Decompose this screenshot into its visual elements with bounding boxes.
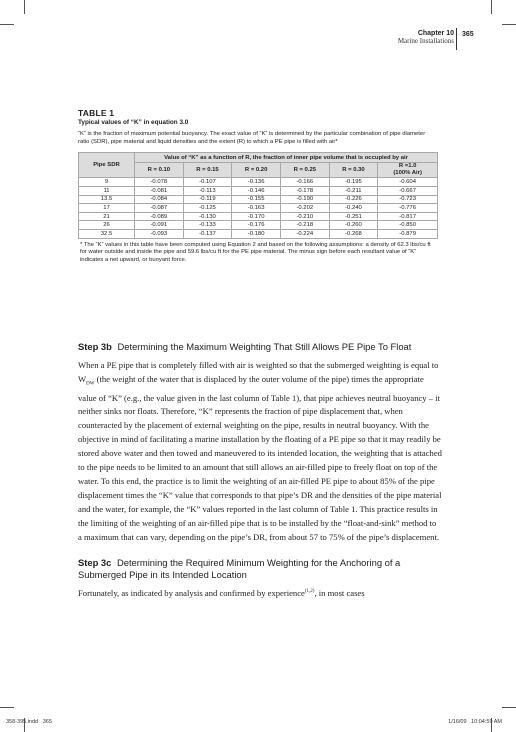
column-header: R = 0.15 [183, 163, 232, 178]
table-cell: -0.604 [378, 178, 438, 187]
table-cell: -0.195 [329, 178, 378, 187]
row-header: Pipe SDR [79, 153, 135, 178]
table-cell: -0.078 [135, 178, 184, 187]
paragraph-text: , in most cases [314, 587, 365, 598]
table-cell: -0.211 [329, 187, 378, 196]
table-row [79, 229, 438, 238]
table-cell: -0.130 [183, 212, 232, 221]
crop-mark [502, 707, 516, 708]
step-3b-title: Determining the Maximum Weighting That Still Allows PE Pipe To Float [117, 341, 412, 352]
crop-mark [24, 0, 25, 14]
column-header: R = 0.30 [329, 163, 378, 178]
crop-mark [491, 0, 492, 14]
running-header [398, 30, 454, 45]
table-row [79, 212, 438, 221]
table-cell: -0.176 [232, 221, 281, 230]
step-3c-paragraph [78, 585, 442, 601]
table-cell: -0.084 [135, 195, 184, 204]
table-cell: -0.776 [378, 204, 438, 213]
body-text [78, 341, 442, 600]
table-cell: -0.817 [378, 212, 438, 221]
paragraph-text: Fortunately, as indicated by analysis and confirmed by experience [78, 587, 305, 598]
step-3c-heading [78, 557, 442, 581]
table-cell: -0.155 [232, 195, 281, 204]
crop-mark [0, 24, 14, 25]
table-cell: -0.218 [280, 221, 329, 230]
crop-mark [502, 24, 516, 25]
table-cell: -0.190 [280, 195, 329, 204]
table-row [79, 187, 438, 196]
table-row [79, 221, 438, 230]
table-cell: -0.251 [329, 212, 378, 221]
table-cell: -0.136 [232, 178, 281, 187]
subscript: DW [86, 381, 95, 387]
k-values-table [78, 152, 438, 238]
paragraph-text: When a PE pipe that is completely filled with air is weighted so that the submerged weighting is equal to W [78, 360, 439, 384]
table-cell: -0.146 [232, 187, 281, 196]
column-group-header: Value of “K” as a function of R, the fraction of inner pipe volume that is occupied by air [135, 153, 438, 163]
table-cell: 9 [79, 178, 135, 187]
page-number: 365 [462, 31, 474, 38]
table-cell: 17 [79, 204, 135, 213]
table-title: Typical values of “K” in equation 3.0 [78, 119, 189, 126]
table-cell: -0.240 [329, 204, 378, 213]
table-cell: -0.723 [378, 195, 438, 204]
table-footnote: * The “K” values in this table have been computed using Equation 2 and based on the following assumptions: a density of 62.3 lbs/cu ft for water outside and inside the pipe and 59.6 lbs/cu ft for the PE pipe material. The minus sign before each resultant value of “K” indicates a net upward, or buoyant force. [80, 241, 431, 263]
table-cell: -0.119 [183, 195, 232, 204]
table-cell: -0.178 [280, 187, 329, 196]
table-cell: -0.087 [135, 204, 184, 213]
table-cell: 26 [79, 221, 135, 230]
header-divider [456, 28, 457, 50]
table-description: “K” is the fraction of maximum potential buoyancy. The exact value of “K” is determined by the particular combination of pipe diameter ratio (SDR), pipe material and liquid densities and the extent (R) to which a PE pipe is filled with air* [78, 131, 426, 146]
table-cell: -0.268 [329, 229, 378, 238]
table-cell: -0.667 [378, 187, 438, 196]
table-cell: -0.224 [280, 229, 329, 238]
table-cell: -0.163 [232, 204, 281, 213]
paragraph-text: (the weight of the water that is displaced by the outer volume of the pipe) times the appropriate value of “K” (e.g., the value given in the last column of Table 1), that pipe achieves neutral buoyancy – it neither sinks nor floats. Therefore, “K” represents the fraction of pipe displacement that, when counteracted by the placement of external weighting on the pipe, results in neutral buoyancy. With the objective in mind of facilitating a marine installation by the floating of a PE pipe so that it may readily be stored above water and then towed and maneuvered to its intended location, the weighting that is attached to the pipe needs to be limited to an amount that still allows an air-filled pipe to freely float on top of the water. To this end, the practice is to limit the weighting of an air-filled PE pipe to about 85% of the pipe displacement times the “K” value that corresponds to that pipe’s DR and the densities of the pipe material and the water, for example, the “K” values reported in the last column of Table 1. This practice results in the limiting of the weighting of an air-filled pipe that is to be installed by the “float-and-sink” method to a maximum that can vary, depending on the pipe’s DR, from about 57 to 75% of the pipe’s displacement. [78, 373, 442, 542]
table-cell: -0.107 [183, 178, 232, 187]
table-cell: 13.5 [79, 195, 135, 204]
table-row [79, 178, 438, 187]
table-block [78, 108, 438, 264]
table-cell: -0.879 [378, 229, 438, 238]
step-3c-label: Step 3c [78, 556, 112, 568]
table-cell: -0.202 [280, 204, 329, 213]
table-row [79, 195, 438, 204]
column-header: R = 0.20 [232, 163, 281, 178]
column-header: R = 0.10 [135, 163, 184, 178]
table-cell: -0.850 [378, 221, 438, 230]
table-cell: -0.170 [232, 212, 281, 221]
table-cell: -0.180 [232, 229, 281, 238]
table-label: TABLE 1 [78, 108, 115, 118]
table-cell: 21 [79, 212, 135, 221]
table-cell: -0.210 [280, 212, 329, 221]
table-cell: -0.137 [183, 229, 232, 238]
slug-timestamp: 1/16/09 10:04:59 AM [448, 719, 502, 725]
table-cell: -0.125 [183, 204, 232, 213]
table-cell: 32.5 [79, 229, 135, 238]
slug-file: 358-395.indd 365 [6, 719, 52, 725]
table-cell: -0.091 [135, 221, 184, 230]
table-row [79, 204, 438, 213]
step-3c-title: Determining the Required Minimum Weighting for the Anchoring of a Submerged Pipe in its Intended Location [78, 556, 401, 580]
column-header-line: (100% Air) [393, 170, 422, 177]
step-3b-heading [78, 341, 442, 353]
citation-superscript: (1,2) [304, 588, 315, 594]
column-header [378, 163, 438, 178]
section-label: Marine Installations [397, 37, 454, 45]
table-cell: -0.093 [135, 229, 184, 238]
chapter-label: Chapter 10 [417, 30, 454, 37]
table-cell: -0.081 [135, 187, 184, 196]
table-cell: -0.133 [183, 221, 232, 230]
step-3b-paragraph [78, 359, 442, 545]
column-header-line: R =1.0 [398, 163, 417, 170]
crop-mark [0, 707, 14, 708]
table-cell: -0.226 [329, 195, 378, 204]
table-cell: -0.166 [280, 178, 329, 187]
table-cell: -0.089 [135, 212, 184, 221]
table-cell: 11 [79, 187, 135, 196]
column-header: R = 0.25 [280, 163, 329, 178]
step-3b-label: Step 3b [78, 341, 112, 352]
table-cell: -0.260 [329, 221, 378, 230]
table-cell: -0.113 [183, 187, 232, 196]
